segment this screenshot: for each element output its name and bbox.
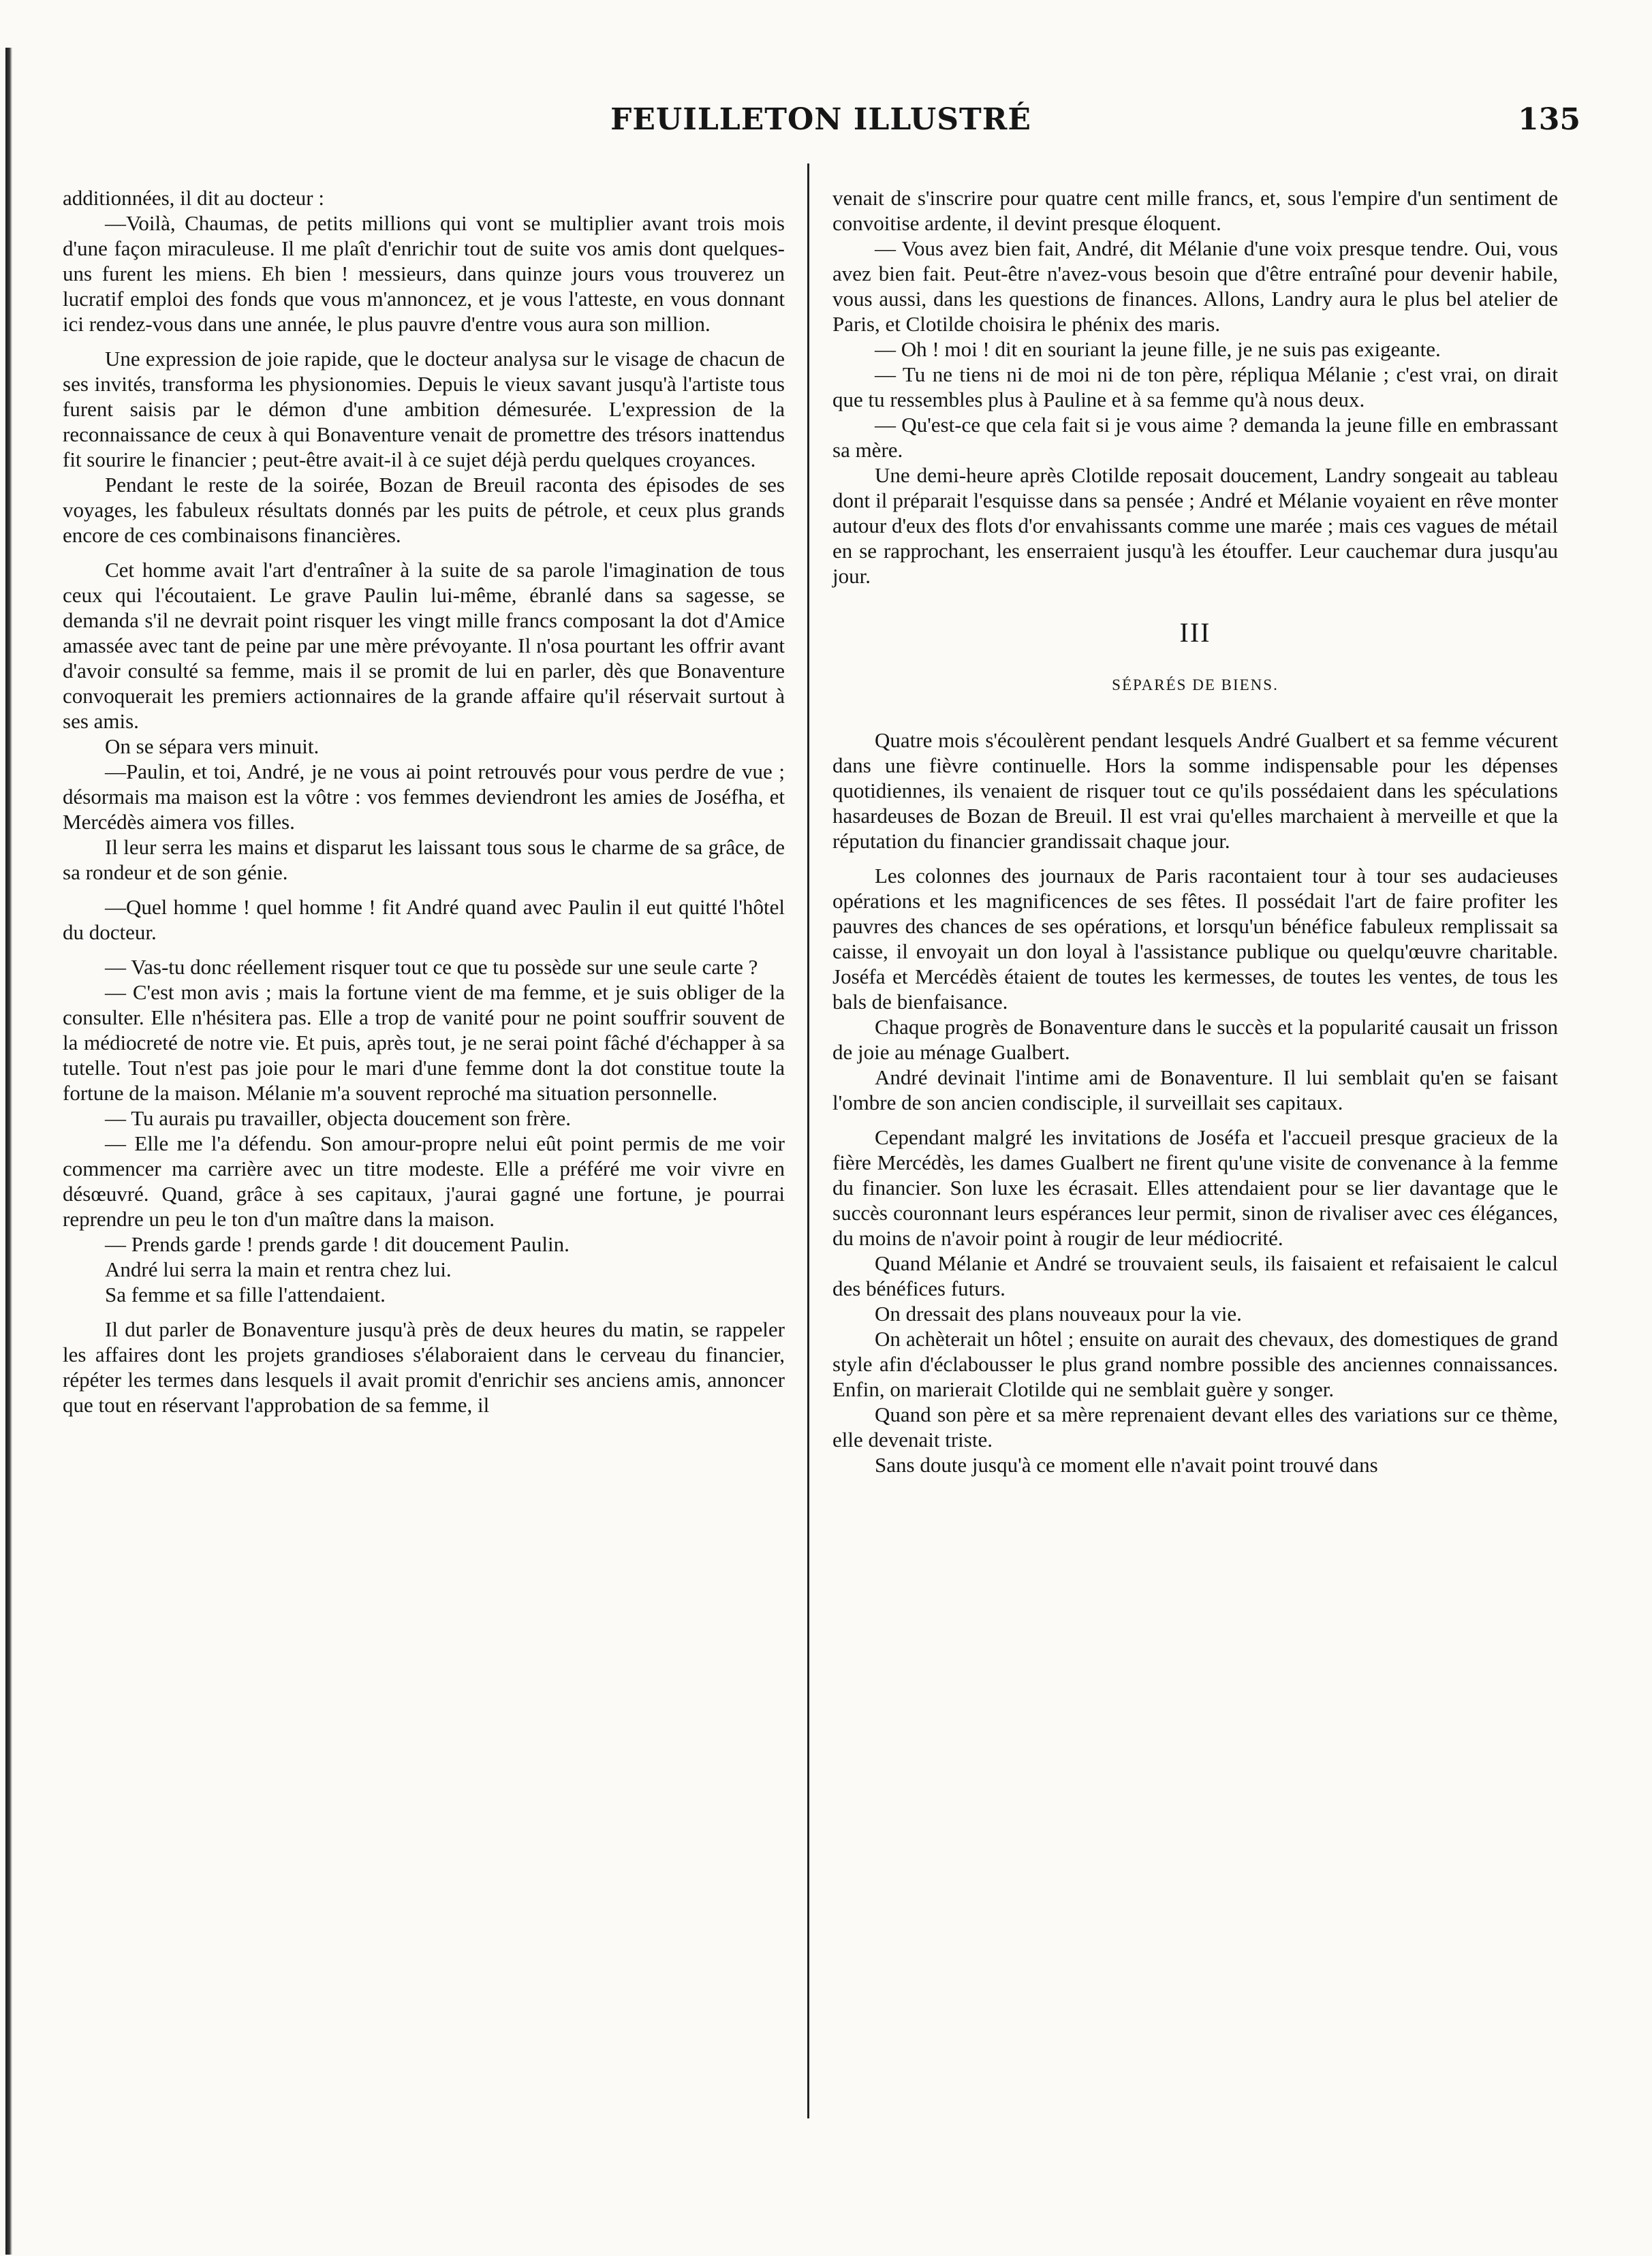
paragraph: Il leur serra les mains et disparut les laissant tous sous le charme de sa grâce, de sa rondeur et de son génie. [63,835,785,884]
paragraph: Sans doute jusqu'à ce moment elle n'avait point trouvé dans [875,1453,1378,1477]
paragraph: — Elle me l'a défendu. Son amour-propre nelui eût point permis de me voir commencer ma carrière avec un titre modeste. Elle a préféré me voir vivre en désœuvré. Quand, grâce à ses capitaux, j'aurai gagné une fortune, je pourrai reprendre un peu le ton d'un maître dans la maison. [63,1131,785,1231]
left-column [63,185,785,1417]
paragraph: — Vas-tu donc réellement risquer tout ce que tu possède sur une seule carte ? [105,955,758,979]
running-title: FEUILLETON ILLUSTRÉ [610,102,1031,137]
paragraph: André devinait l'intime ami de Bonaventure. Il lui semblait qu'en se faisant l'ombre de son ancien condisciple, il surveillait ses capitaux. [832,1065,1558,1114]
paragraph: — Prends garde ! prends garde ! dit doucement Paulin. [105,1232,570,1256]
paragraph: — C'est mon avis ; mais la fortune vient de ma femme, et je suis obliger de la consulter. Elle n'hésitera pas. Elle a trop de vanité pour ne point souffrir souvent de la médiocreté de notre vie. Et puis, après tout, je ne serai point fâché d'échapper à sa tutelle. Tout n'est pas joie pour le mari d'une femme dont la dot constitue toute la fortune de la maison. Mélanie m'a souvent reproché ma situation personnelle. [63,980,785,1105]
paragraph: venait de s'inscrire pour quatre cent mille francs, et, sous l'empire d'un sentiment de convoitise ardente, il devint presque éloquent. [832,186,1558,235]
paragraph: additionnées, il dit au docteur : [63,186,324,210]
paragraph: —Voilà, Chaumas, de petits millions qui vont se multiplier avant trois mois d'une façon miraculeuse. Il me plaît d'enrichir tout de suite vos amis dont quelques-uns furent les miens. Eh bien ! messieurs, dans quinze jours vous trouverez un lucratif emploi des fonds que vous m'annoncez, et je vous l'atteste, en vous donnant ici rendez-vous dans une année, le plus pauvre d'entre vous aura son million. [63,211,785,336]
paragraph: On achèterait un hôtel ; ensuite on aurait des chevaux, des domestiques de grand style afin d'éclabousser le plus grand nombre possible des anciennes connaissances. Enfin, on marierait Clotilde qui ne semblait guère y songer. [832,1327,1558,1401]
binding-edge [5,48,12,2255]
paragraph: Quand Mélanie et André se trouvaient seuls, ils faisaient et refaisaient le calcul des bénéfices futurs. [832,1251,1558,1300]
paragraph: André lui serra la main et rentra chez lui. [105,1257,452,1281]
paragraph: Les colonnes des journaux de Paris racontaient tour à tour ses audacieuses opérations et les magnificences de ses fêtes. Il possédait l'art de faire profiter les pauvres des chances de ses opérations, et lorsqu'un bénéfice fabuleux remplissait sa caisse, il envoyait un don loyal à l'assistance publique ou quelqu'œuvre charitable. Joséfa et Mercédès étaient de toutes les kermesses, de toutes les ventes, de tous les bals de bienfaisance. [832,864,1558,1014]
paragraph: Cet homme avait l'art d'entraîner à la suite de sa parole l'imagination de tous ceux qui l'écoutaient. Le grave Paulin lui-même, ébranlé dans sa sagesse, se demanda s'il ne devrait point risquer les vingt mille francs composant la dot d'Amice amassée avec tant de peine par une mère prévoyante. Il n'osa pourtant les offrir avant d'avoir consulté sa femme, mais il se promit de lui en parler, dès que Bonaventure convoquerait les premiers actionnaires de la grande affaire qu'il réservait surtout à ses amis. [63,558,785,733]
right-column [832,185,1558,1477]
paragraph: Quatre mois s'écoulèrent pendant lesquels André Gualbert et sa femme vécurent dans une fièvre continuelle. Hors la somme indispensable pour les dépenses quotidiennes, ils venaient de risquer tout ce qu'ils possédaient dans les spéculations hasardeuses de Bozan de Breuil. Il est vrai qu'elles marchaient à merveille et que la réputation du financier grandissait chaque jour. [832,728,1558,853]
paragraph: On dressait des plans nouveaux pour la vie. [875,1302,1242,1326]
paragraph: — Tu ne tiens ni de moi ni de ton père, répliqua Mélanie ; c'est vrai, on dirait que tu ressembles plus à Pauline et à sa femme qu'à nous deux. [832,362,1558,411]
paragraph: Chaque progrès de Bonaventure dans le succès et la popularité causait un frisson de joie au ménage Gualbert. [832,1015,1558,1064]
paragraph: Pendant le reste de la soirée, Bozan de Breuil raconta des épisodes de ses voyages, les fabuleux résultats donnés par les puits de pétrole, et ceux plus grands encore de ces combinaisons financières. [63,473,785,547]
paragraph: Quand son père et sa mère reprenaient devant elles des variations sur ce thème, elle devenait triste. [832,1403,1558,1452]
paragraph: Il dut parler de Bonaventure jusqu'à près de deux heures du matin, se rappeler les affaires dont les projets grandioses s'élaboraient dans le cerveau du financier, répéter les termes dans lesquels il avait promit d'enrichir ses anciens amis, annoncer que tout en réservant l'approbation de sa femme, il [63,1317,785,1417]
paragraph: —Quel homme ! quel homme ! fit André quand avec Paulin il eut quitté l'hôtel du docteur. [63,895,785,944]
paragraph: Sa femme et sa fille l'attendaient. [105,1283,386,1306]
paragraph: — Tu aurais pu travailler, objecta doucement son frère. [105,1106,571,1130]
paragraph: Cependant malgré les invitations de Joséfa et l'accueil presque gracieux de la fière Mercédès, les dames Gualbert ne firent qu'une visite de convenance à la femme du financier. Son luxe les écrasait. Elles attendaient pour se lier davantage que le succès couronnant leurs espérances leur permit, sinon de rivaliser avec ces élégances, du moins de n'avoir point à rougir de leur médiocrité. [832,1125,1558,1250]
chapter-title: SÉPARÉS DE BIENS. [1112,676,1279,693]
page-number: 135 [1518,102,1580,137]
paragraph: Une demi-heure après Clotilde reposait doucement, Landry songeait au tableau dont il préparait l'esquisse dans sa pensée ; André et Mélanie voyaient en rêve monter autour d'eux des flots d'or envahissants comme une marée ; mais ces vagues de métail en se rapprochant, les enserraient jusqu'à les étouffer. Leur cauchemar dura jusqu'au jour. [832,463,1558,588]
column-divider [807,163,809,2118]
paragraph: On se sépara vers minuit. [105,734,320,758]
paragraph: — Qu'est-ce que cela fait si je vous aime ? demanda la jeune fille en embrassant sa mère. [832,413,1558,462]
paragraph: — Oh ! moi ! dit en souriant la jeune fille, je ne suis pas exigeante. [875,337,1441,361]
paragraph: — Vous avez bien fait, André, dit Mélanie d'une voix presque tendre. Oui, vous avez bien fait. Peut-être n'avez-vous besoin que d'être entraîné pour devenir habile, vous aussi, dans les questions de finances. Allons, Landry aura le plus bel atelier de Paris, et Clotilde choisira le phénix des maris. [832,236,1558,336]
page-header [61,102,1580,150]
paragraph: Une expression de joie rapide, que le docteur analysa sur le visage de chacun de ses invités, transforma les physionomies. Depuis le vieux savant jusqu'à l'artiste tous furent saisis par le démon d'une ambition démesurée. L'expression de la reconnaissance de ceux à qui Bonaventure venait de promettre des trésors inattendus fit sourire le financier ; peut-être avait-il à ce sujet déjà perdu quelques croyances. [63,347,785,471]
paragraph: —Paulin, et toi, André, je ne vous ai point retrouvés pour vous perdre de vue ; désormais ma maison est la vôtre : vos femmes deviendront les amies de Joséfha, et Mercédès aimera vos filles. [63,759,785,834]
chapter-number: III [1179,617,1211,648]
